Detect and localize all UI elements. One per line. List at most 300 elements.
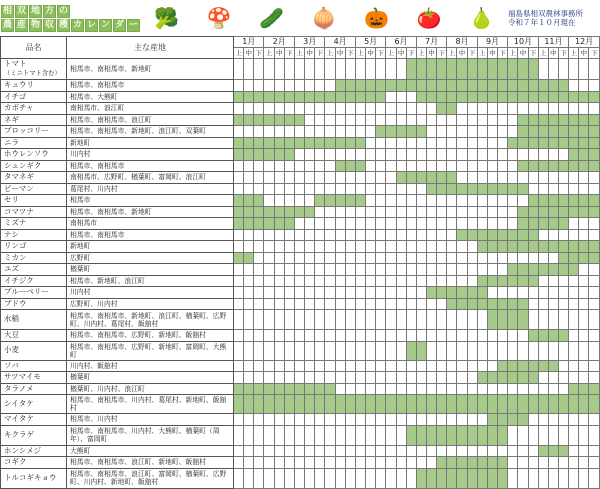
calendar-cell	[457, 206, 467, 218]
production-areas: 相馬市、南相馬市	[67, 229, 234, 241]
calendar-cell	[355, 241, 365, 253]
calendar-cell	[548, 468, 558, 488]
title-char: カ	[72, 19, 82, 30]
crop-name: 水稲	[1, 310, 67, 330]
calendar-cell	[396, 383, 406, 395]
calendar-cell	[477, 160, 487, 172]
harvest-period-cell	[305, 395, 315, 414]
calendar-cell	[335, 457, 345, 469]
calendar-cell	[264, 287, 274, 299]
calendar-cell	[274, 457, 284, 469]
calendar-cell	[406, 372, 416, 384]
harvest-period-cell	[498, 80, 508, 92]
crop-name: ユズ	[1, 264, 67, 276]
calendar-cell	[447, 229, 457, 241]
calendar-cell	[335, 360, 345, 372]
calendar-cell	[447, 360, 457, 372]
calendar-cell	[345, 372, 355, 384]
harvest-period-cell	[508, 275, 518, 287]
calendar-cell	[447, 206, 457, 218]
harvest-period-cell	[579, 91, 589, 103]
calendar-cell	[457, 264, 467, 276]
calendar-cell	[487, 103, 497, 115]
calendar-cell	[366, 360, 376, 372]
table-row	[1, 414, 600, 426]
calendar-cell	[376, 310, 386, 330]
tomato-icon: 🍅	[416, 6, 442, 30]
calendar-cell	[234, 126, 244, 138]
calendar-cell	[589, 341, 600, 360]
calendar-cell	[548, 341, 558, 360]
calendar-cell	[305, 457, 315, 469]
period-header: 中	[580, 49, 588, 57]
calendar-cell	[284, 468, 294, 488]
calendar-cell	[244, 172, 254, 184]
harvest-period-cell	[477, 298, 487, 310]
production-areas: 相馬市、南相馬市、川内村、大熊町、楢葉町（周年）、富岡町	[67, 425, 234, 445]
harvest-period-cell	[559, 160, 569, 172]
calendar-cell	[396, 360, 406, 372]
calendar-cell	[467, 330, 477, 342]
calendar-cell	[538, 183, 548, 195]
calendar-cell	[244, 264, 254, 276]
harvest-period-cell	[457, 229, 467, 241]
period-header: 下	[468, 49, 476, 57]
month-header: 10月	[508, 37, 538, 48]
harvest-period-cell	[498, 395, 508, 414]
calendar-cell	[589, 425, 600, 445]
calendar-cell	[335, 229, 345, 241]
calendar-cell	[538, 229, 548, 241]
harvest-period-cell	[254, 218, 264, 230]
calendar-cell	[538, 457, 548, 469]
calendar-cell	[376, 229, 386, 241]
harvest-period-cell	[467, 457, 477, 469]
month-header: 4月	[325, 37, 355, 48]
harvest-period-cell	[508, 414, 518, 426]
calendar-cell	[518, 172, 528, 184]
calendar-cell	[396, 114, 406, 126]
harvest-period-cell	[518, 241, 528, 253]
calendar-cell	[579, 372, 589, 384]
calendar-cell	[579, 172, 589, 184]
harvest-period-cell	[538, 330, 548, 342]
calendar-cell	[508, 114, 518, 126]
period-header: 上	[326, 49, 334, 57]
harvest-period-cell	[264, 149, 274, 161]
harvest-period-cell	[498, 91, 508, 103]
harvest-period-cell	[426, 425, 436, 445]
calendar-cell	[254, 372, 264, 384]
calendar-cell	[477, 252, 487, 264]
calendar-cell	[254, 160, 264, 172]
calendar-cell	[487, 287, 497, 299]
calendar-cell	[406, 457, 416, 469]
harvest-period-cell	[244, 137, 254, 149]
calendar-cell	[396, 457, 406, 469]
calendar-cell	[254, 360, 264, 372]
harvest-period-cell	[366, 395, 376, 414]
harvest-period-cell	[345, 160, 355, 172]
harvest-period-cell	[487, 275, 497, 287]
harvest-period-cell	[416, 126, 426, 138]
calendar-cell	[569, 218, 579, 230]
calendar-cell	[305, 414, 315, 426]
calendar-cell	[335, 241, 345, 253]
harvest-period-cell	[447, 80, 457, 92]
production-areas: 川内村、飯舘村	[67, 360, 234, 372]
production-areas: 相馬市、南相馬市	[67, 160, 234, 172]
calendar-cell	[416, 241, 426, 253]
calendar-cell	[589, 468, 600, 488]
calendar-cell	[345, 218, 355, 230]
calendar-cell	[366, 149, 376, 161]
harvest-period-cell	[254, 91, 264, 103]
harvest-period-cell	[538, 264, 548, 276]
calendar-cell	[447, 149, 457, 161]
harvest-period-cell	[559, 206, 569, 218]
calendar-cell	[376, 287, 386, 299]
calendar-cell	[467, 218, 477, 230]
calendar-cell	[426, 275, 436, 287]
calendar-cell	[508, 252, 518, 264]
harvest-period-cell	[508, 183, 518, 195]
harvest-period-cell	[569, 383, 579, 395]
calendar-cell	[335, 218, 345, 230]
production-areas: 南相馬市	[67, 218, 234, 230]
calendar-cell	[325, 264, 335, 276]
calendar-cell	[569, 172, 579, 184]
calendar-cell	[305, 330, 315, 342]
calendar-cell	[376, 275, 386, 287]
calendar-cell	[345, 206, 355, 218]
period-header: 中	[367, 49, 374, 57]
calendar-cell	[294, 330, 304, 342]
calendar-cell	[244, 445, 254, 457]
calendar-cell	[325, 445, 335, 457]
calendar-cell	[528, 149, 538, 161]
production-areas: 楢葉町	[67, 264, 234, 276]
harvest-period-cell	[508, 59, 518, 80]
harvest-period-cell	[305, 137, 315, 149]
crop-name: ナシ	[1, 229, 67, 241]
calendar-cell	[355, 457, 365, 469]
calendar-cell	[386, 137, 396, 149]
harvest-period-cell	[528, 218, 538, 230]
crop-name: ブドウ	[1, 298, 67, 310]
period-header: 中	[458, 49, 466, 57]
calendar-cell	[508, 103, 518, 115]
calendar-cell	[508, 330, 518, 342]
calendar-cell	[589, 310, 600, 330]
calendar-cell	[437, 341, 447, 360]
calendar-cell	[274, 372, 284, 384]
period-header: 上	[418, 49, 425, 57]
table-row	[1, 425, 600, 445]
calendar-cell	[559, 183, 569, 195]
calendar-cell	[345, 330, 355, 342]
calendar-cell	[498, 114, 508, 126]
calendar-cell	[366, 425, 376, 445]
harvest-period-cell	[477, 80, 487, 92]
calendar-cell	[284, 264, 294, 276]
calendar-cell	[294, 160, 304, 172]
calendar-cell	[345, 149, 355, 161]
harvest-period-cell	[416, 395, 426, 414]
calendar-cell	[264, 341, 274, 360]
calendar-cell	[376, 160, 386, 172]
calendar-cell	[406, 264, 416, 276]
harvest-period-cell	[528, 195, 538, 207]
calendar-cell	[528, 457, 538, 469]
calendar-cell	[396, 252, 406, 264]
harvest-period-cell	[518, 298, 528, 310]
calendar-cell	[355, 275, 365, 287]
calendar-cell	[345, 457, 355, 469]
calendar-cell	[406, 195, 416, 207]
calendar-cell	[325, 160, 335, 172]
harvest-period-cell	[335, 195, 345, 207]
production-areas: 広野町、川内村	[67, 298, 234, 310]
calendar-cell	[366, 468, 376, 488]
calendar-cell	[376, 298, 386, 310]
calendar-cell	[548, 298, 558, 310]
harvest-period-cell	[559, 91, 569, 103]
title-char: ー	[128, 19, 138, 30]
calendar-cell	[467, 103, 477, 115]
column-header-name: 品名	[1, 37, 67, 59]
calendar-cell	[376, 341, 386, 360]
harvest-period-cell	[325, 137, 335, 149]
crop-name: タマネギ	[1, 172, 67, 184]
calendar-cell	[305, 252, 315, 264]
calendar-cell	[254, 241, 264, 253]
calendar-cell	[345, 310, 355, 330]
table-row	[1, 330, 600, 342]
calendar-cell	[437, 264, 447, 276]
calendar-cell	[355, 360, 365, 372]
crop-name: サツマイモ	[1, 372, 67, 384]
calendar-cell	[437, 126, 447, 138]
calendar-cell	[508, 195, 518, 207]
office-date: 令和７年１０月現在	[508, 18, 576, 27]
harvest-period-cell	[487, 310, 497, 330]
production-areas: 相馬市、新地町、浪江町	[67, 275, 234, 287]
harvest-period-cell	[254, 206, 264, 218]
table-row	[1, 126, 600, 138]
calendar-cell	[244, 298, 254, 310]
calendar-cell	[416, 137, 426, 149]
period-header: 中	[489, 49, 496, 57]
calendar-cell	[386, 275, 396, 287]
calendar-cell	[559, 103, 569, 115]
calendar-cell	[376, 218, 386, 230]
calendar-cell	[244, 372, 254, 384]
calendar-cell	[294, 195, 304, 207]
calendar-cell	[294, 457, 304, 469]
calendar-cell	[579, 330, 589, 342]
harvest-period-cell	[355, 195, 365, 207]
harvest-period-cell	[477, 275, 487, 287]
harvest-period-cell	[244, 383, 254, 395]
table-row	[1, 445, 600, 457]
calendar-cell	[386, 425, 396, 445]
calendar-cell	[345, 360, 355, 372]
harvest-period-cell	[518, 395, 528, 414]
calendar-cell	[467, 372, 477, 384]
harvest-period-cell	[498, 425, 508, 445]
calendar-cell	[447, 372, 457, 384]
harvest-period-cell	[264, 383, 274, 395]
period-header: 下	[255, 49, 263, 57]
calendar-cell	[234, 372, 244, 384]
harvest-period-cell	[457, 425, 467, 445]
calendar-cell	[264, 372, 274, 384]
calendar-cell	[416, 264, 426, 276]
calendar-cell	[254, 252, 264, 264]
harvest-period-cell	[589, 252, 600, 264]
calendar-cell	[294, 445, 304, 457]
production-areas: 相馬市、南相馬市、新地町、浪江町、楢葉町、広野町、川内村、葛尾村、飯舘村	[67, 310, 234, 330]
calendar-cell	[579, 310, 589, 330]
calendar-cell	[376, 59, 386, 80]
calendar-cell	[487, 330, 497, 342]
calendar-cell	[569, 425, 579, 445]
calendar-cell	[315, 372, 325, 384]
harvest-period-cell	[345, 91, 355, 103]
harvest-period-cell	[437, 395, 447, 414]
calendar-cell	[396, 468, 406, 488]
calendar-cell	[437, 414, 447, 426]
calendar-cell	[345, 468, 355, 488]
calendar-cell	[345, 126, 355, 138]
crop-name: イチジク	[1, 275, 67, 287]
harvest-period-cell	[569, 264, 579, 276]
calendar-cell	[366, 341, 376, 360]
calendar-cell	[416, 195, 426, 207]
harvest-period-cell	[335, 160, 345, 172]
period-header: 下	[589, 48, 600, 59]
calendar-cell	[284, 80, 294, 92]
calendar-cell	[457, 218, 467, 230]
calendar-cell	[335, 172, 345, 184]
calendar-cell	[508, 425, 518, 445]
harvest-period-cell	[477, 287, 487, 299]
calendar-cell	[406, 241, 416, 253]
calendar-cell	[477, 414, 487, 426]
calendar-cell	[437, 310, 447, 330]
harvest-period-cell	[559, 330, 569, 342]
calendar-cell	[355, 59, 365, 80]
calendar-cell	[294, 252, 304, 264]
table-row	[1, 287, 600, 299]
harvest-period-cell	[284, 149, 294, 161]
calendar-cell	[335, 183, 345, 195]
harvest-period-cell	[457, 183, 467, 195]
calendar-cell	[396, 330, 406, 342]
harvest-period-cell	[335, 80, 345, 92]
calendar-cell	[315, 183, 325, 195]
calendar-cell	[284, 457, 294, 469]
harvest-period-cell	[538, 91, 548, 103]
calendar-cell	[518, 103, 528, 115]
calendar-cell	[305, 218, 315, 230]
crop-name: ブロッコリー	[1, 126, 67, 138]
calendar-cell	[294, 218, 304, 230]
title-line1	[1, 5, 150, 18]
harvest-period-cell	[518, 91, 528, 103]
calendar-cell	[538, 287, 548, 299]
calendar-cell	[528, 172, 538, 184]
calendar-cell	[366, 287, 376, 299]
calendar-cell	[264, 160, 274, 172]
month-header: 11月	[538, 37, 568, 48]
calendar-cell	[386, 468, 396, 488]
month-header: 12月	[569, 37, 600, 48]
calendar-cell	[579, 103, 589, 115]
calendar-cell	[477, 330, 487, 342]
period-header: 中	[245, 49, 252, 57]
calendar-cell	[325, 310, 335, 330]
calendar-cell	[244, 468, 254, 488]
harvest-period-cell	[559, 252, 569, 264]
harvest-period-cell	[528, 395, 538, 414]
calendar-cell	[457, 137, 467, 149]
calendar-cell	[457, 114, 467, 126]
calendar-cell	[457, 414, 467, 426]
harvest-period-cell	[528, 114, 538, 126]
calendar-cell	[254, 414, 264, 426]
harvest-period-cell	[518, 360, 528, 372]
calendar-cell	[305, 298, 315, 310]
harvest-period-cell	[305, 383, 315, 395]
calendar-cell	[487, 252, 497, 264]
harvest-period-cell	[396, 395, 406, 414]
production-areas: 広野町	[67, 252, 234, 264]
calendar-cell	[234, 229, 244, 241]
table-row	[1, 457, 600, 469]
harvest-period-cell	[477, 468, 487, 488]
calendar-cell	[406, 287, 416, 299]
harvest-period-cell	[305, 91, 315, 103]
calendar-cell	[244, 103, 254, 115]
calendar-cell	[569, 330, 579, 342]
calendar-cell	[396, 91, 406, 103]
calendar-cell	[315, 160, 325, 172]
calendar-cell	[355, 218, 365, 230]
calendar-cell	[355, 425, 365, 445]
harvest-period-cell	[416, 80, 426, 92]
calendar-cell	[406, 383, 416, 395]
calendar-cell	[487, 264, 497, 276]
crop-name: キクラゲ	[1, 425, 67, 445]
calendar-cell	[467, 114, 477, 126]
calendar-cell	[315, 330, 325, 342]
harvest-period-cell	[467, 425, 477, 445]
calendar-cell	[426, 103, 436, 115]
calendar-cell	[376, 264, 386, 276]
calendar-cell	[305, 195, 315, 207]
harvest-period-cell	[457, 298, 467, 310]
calendar-cell	[294, 298, 304, 310]
calendar-cell	[355, 114, 365, 126]
calendar-cell	[579, 229, 589, 241]
calendar-cell	[447, 218, 457, 230]
calendar-cell	[274, 59, 284, 80]
calendar-cell	[274, 275, 284, 287]
crop-name: ネギ	[1, 114, 67, 126]
calendar-cell	[376, 425, 386, 445]
